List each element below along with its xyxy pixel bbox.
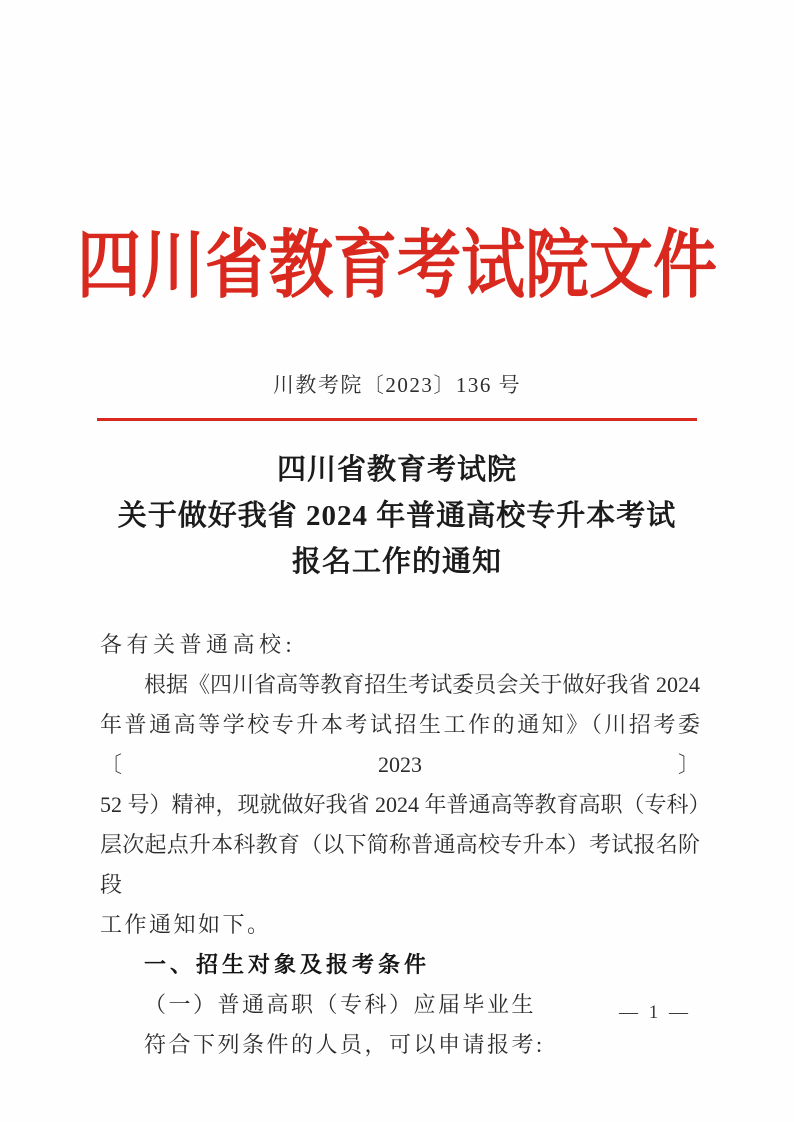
paragraph-line: 年普通高等学校专升本考试招生工作的通知》（川招考委〔2023〕 bbox=[100, 712, 700, 777]
title-line-1: 四川省教育考试院 bbox=[276, 454, 517, 486]
section-heading: 一、招生对象及报考条件 bbox=[144, 952, 431, 977]
paragraph-line: 符合下列条件的人员，可以申请报考: bbox=[144, 1032, 545, 1057]
title-line-2: 关于做好我省 2024 年普通高校专升本考试 bbox=[117, 500, 677, 532]
document-title bbox=[67, 447, 727, 585]
red-separator-line bbox=[97, 418, 697, 421]
subsection-heading: （一）普通高职（专科）应届毕业生 bbox=[144, 992, 537, 1017]
document-number: 川教考院〔2023〕136 号 bbox=[272, 373, 522, 397]
paragraph-line: 52 号）精神，现就做好我省 2024 年普通高等教育高职（专科） bbox=[100, 792, 711, 817]
page-number: — 1 — bbox=[619, 1002, 691, 1023]
salutation-line: 各有关普通高校: bbox=[100, 632, 297, 657]
paragraph-line: 工作通知如下。 bbox=[100, 912, 272, 937]
paragraph-line: 层次起点升本科教育（以下简称普通高校专升本）考试报名阶段 bbox=[100, 832, 700, 897]
agency-masthead: 四川省教育考试院文件 bbox=[77, 224, 717, 307]
paragraph-line: 根据《四川省高等教育招生考试委员会关于做好我省 2024 bbox=[144, 672, 700, 697]
document-body bbox=[100, 625, 711, 1065]
title-line-3: 报名工作的通知 bbox=[291, 546, 502, 578]
